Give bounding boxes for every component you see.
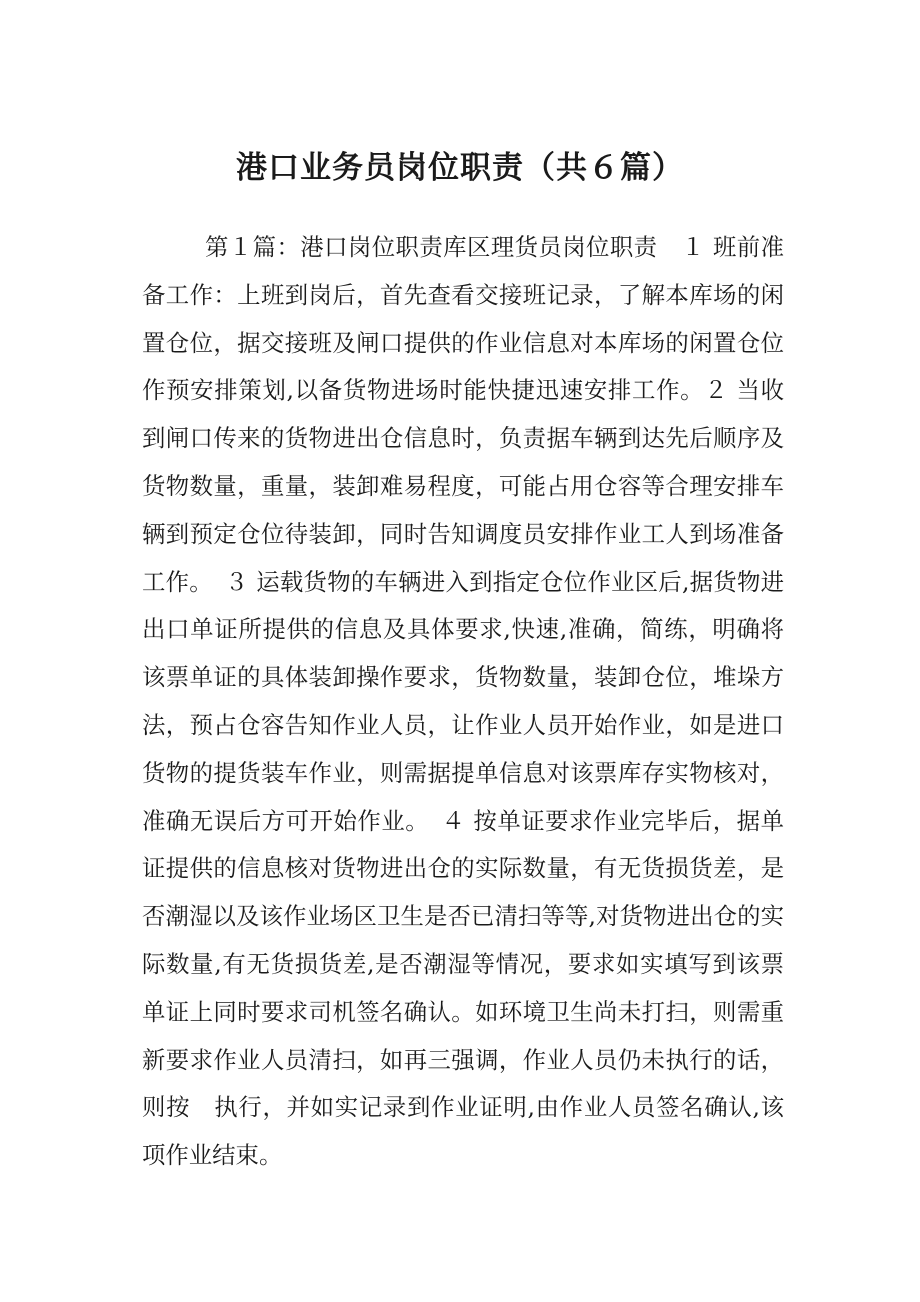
document-title: 港口业务员岗位职责（共６篇） — [236, 150, 684, 186]
body-paragraph: 第１篇：港口岗位职责库区理货员岗位职责 １ 班前准备工作：上班到岗后，首先查看交接班记录，了解本库场的闲置仓位，据交接班及闸口提供的作业信息对本库场的闲置仓位作预安排策划,以备货物进场时能快捷迅速安排工作。２ 当收到闸口传来的货物进出仓信息时，负责据车辆到达先后顺序及货物数量，重量，装卸难易程度，可能占用仓容等合理安排车辆到预定仓位待装卸，同时告知调度员安排作业工人到场准备工作。 ３ 运载货物的车辆进入到指定仓位作业区后,据货物进出口单证所提供的信息及具体要求,快速,准确，简练，明确将该票单证的具体装卸操作要求，货物数量，装卸仓位，堆垛方法，预占仓容告知作业人员，让作业人员开始作业，如是进口货物的提货装车作业，则需据提单信息对该票库存实物核对，准确无误后方可开始作业。 ４ 按单证要求作业完毕后，据单证提供的信息核对货物进出仓的实际数量，有无货损货差，是否潮湿以及该作业场区卫生是否已清扫等等,对货物进出仓的实际数量,有无货损货差,是否潮湿等情况，要求如实填写到该票单证上同时要求司机签名确认。如环境卫生尚未打扫，则需重新要求作业人员清扫，如再三强调，作业人员仍未执行的话，则按 执行，并如实记录到作业证明,由作业人员签名确认,该项作业结束。 — [142, 233, 784, 1170]
